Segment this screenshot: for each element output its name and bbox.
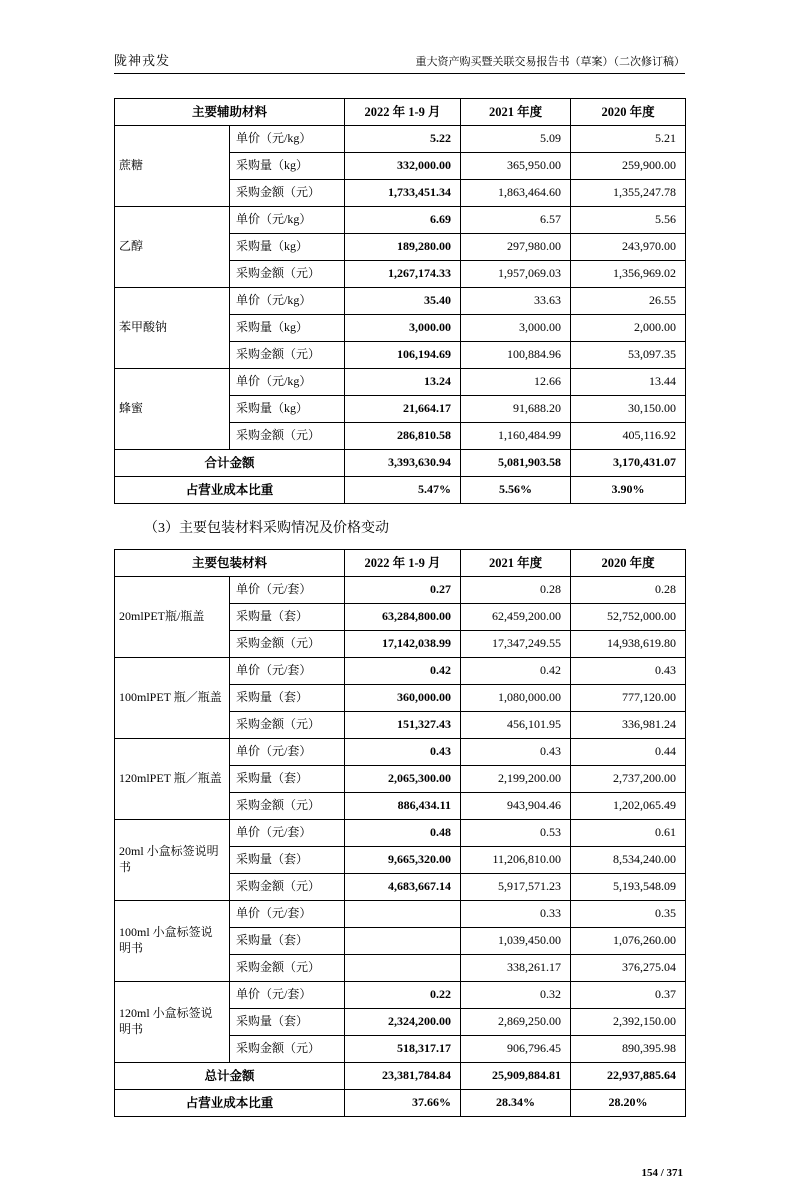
metric-label: 单价（元/套） xyxy=(230,577,345,604)
value-2020: 0.61 xyxy=(571,820,686,847)
value-2020: 1,076,260.00 xyxy=(571,928,686,955)
value-2021: 456,101.95 xyxy=(461,712,571,739)
column-header-2021: 2021 年度 xyxy=(461,550,571,577)
value-2022: 21,664.17 xyxy=(345,396,461,423)
metric-label: 采购金额（元） xyxy=(230,955,345,982)
value-2022: 360,000.00 xyxy=(345,685,461,712)
metric-label: 采购量（套） xyxy=(230,928,345,955)
material-name: 120mlPET 瓶／瓶盖 xyxy=(115,739,230,820)
metric-label: 单价（元/套） xyxy=(230,982,345,1009)
table-header-row xyxy=(115,99,686,126)
value-2022 xyxy=(345,955,461,982)
table-row xyxy=(115,739,686,766)
value-2021: 0.33 xyxy=(461,901,571,928)
metric-label: 采购金额（元） xyxy=(230,423,345,450)
metric-label: 采购量（套） xyxy=(230,685,345,712)
value-2020: 0.37 xyxy=(571,982,686,1009)
column-header-2021: 2021 年度 xyxy=(461,99,571,126)
value-2022 xyxy=(345,901,461,928)
table-row xyxy=(115,288,686,315)
value-2021: 6.57 xyxy=(461,207,571,234)
material-name: 100mlPET 瓶／瓶盖 xyxy=(115,658,230,739)
value-2022: 13.24 xyxy=(345,369,461,396)
value-2020: 14,938,619.80 xyxy=(571,631,686,658)
value-2020: 5.21 xyxy=(571,126,686,153)
value-2021: 5.09 xyxy=(461,126,571,153)
metric-label: 采购量（套） xyxy=(230,604,345,631)
value-2022 xyxy=(345,928,461,955)
value-2022: 3,000.00 xyxy=(345,315,461,342)
table-row xyxy=(115,207,686,234)
value-2020: 777,120.00 xyxy=(571,685,686,712)
value-2022: 518,317.17 xyxy=(345,1036,461,1063)
value-2021: 1,160,484.99 xyxy=(461,423,571,450)
value-2020: 336,981.24 xyxy=(571,712,686,739)
value-2022: 17,142,038.99 xyxy=(345,631,461,658)
company-short-name: 陇神戎发 xyxy=(114,53,171,68)
value-2020: 1,202,065.49 xyxy=(571,793,686,820)
packaging-materials-table xyxy=(114,549,686,1117)
total-label: 总计金额 xyxy=(115,1063,345,1090)
ratio-label: 占营业成本比重 xyxy=(115,477,345,504)
value-2021: 365,950.00 xyxy=(461,153,571,180)
column-header-materials: 主要辅助材料 xyxy=(115,99,345,126)
ratio-2020: 3.90% xyxy=(571,477,686,504)
value-2020: 376,275.04 xyxy=(571,955,686,982)
value-2022: 1,733,451.34 xyxy=(345,180,461,207)
value-2021: 0.53 xyxy=(461,820,571,847)
metric-label: 单价（元/kg） xyxy=(230,207,345,234)
metric-label: 采购金额（元） xyxy=(230,631,345,658)
table-row xyxy=(115,820,686,847)
value-2020: 1,355,247.78 xyxy=(571,180,686,207)
value-2020: 890,395.98 xyxy=(571,1036,686,1063)
value-2021: 3,000.00 xyxy=(461,315,571,342)
column-header-2020: 2020 年度 xyxy=(571,99,686,126)
value-2021: 297,980.00 xyxy=(461,234,571,261)
column-header-2020: 2020 年度 xyxy=(571,550,686,577)
total-label: 合计金额 xyxy=(115,450,345,477)
material-name: 100ml 小盒标签说明书 xyxy=(115,901,230,982)
value-2022: 0.27 xyxy=(345,577,461,604)
value-2022: 0.42 xyxy=(345,658,461,685)
material-name: 20ml 小盒标签说明书 xyxy=(115,820,230,901)
value-2020: 5,193,548.09 xyxy=(571,874,686,901)
metric-label: 采购金额（元） xyxy=(230,261,345,288)
value-2021: 0.32 xyxy=(461,982,571,1009)
value-2020: 26.55 xyxy=(571,288,686,315)
value-2022: 1,267,174.33 xyxy=(345,261,461,288)
value-2021: 1,863,464.60 xyxy=(461,180,571,207)
value-2021: 33.63 xyxy=(461,288,571,315)
value-2021: 91,688.20 xyxy=(461,396,571,423)
value-2020: 5.56 xyxy=(571,207,686,234)
value-2021: 0.43 xyxy=(461,739,571,766)
section-heading: （3）主要包装材料采购情况及价格变动 xyxy=(144,521,389,536)
value-2021: 906,796.45 xyxy=(461,1036,571,1063)
value-2022: 4,683,667.14 xyxy=(345,874,461,901)
table-row xyxy=(115,126,686,153)
metric-label: 单价（元/套） xyxy=(230,658,345,685)
value-2022: 886,434.11 xyxy=(345,793,461,820)
value-2021: 2,869,250.00 xyxy=(461,1009,571,1036)
value-2022: 106,194.69 xyxy=(345,342,461,369)
metric-label: 采购量（套） xyxy=(230,1009,345,1036)
value-2022: 9,665,320.00 xyxy=(345,847,461,874)
table-row xyxy=(115,982,686,1009)
metric-label: 单价（元/套） xyxy=(230,739,345,766)
value-2022: 151,327.43 xyxy=(345,712,461,739)
value-2022: 286,810.58 xyxy=(345,423,461,450)
value-2020: 243,970.00 xyxy=(571,234,686,261)
table-row xyxy=(115,658,686,685)
value-2022: 0.48 xyxy=(345,820,461,847)
total-2022: 23,381,784.84 xyxy=(345,1063,461,1090)
value-2020: 53,097.35 xyxy=(571,342,686,369)
metric-label: 采购量（kg） xyxy=(230,153,345,180)
value-2020: 259,900.00 xyxy=(571,153,686,180)
value-2020: 30,150.00 xyxy=(571,396,686,423)
total-row xyxy=(115,1063,686,1090)
value-2020: 2,392,150.00 xyxy=(571,1009,686,1036)
ratio-2022: 37.66% xyxy=(345,1090,461,1117)
material-name: 蔗糖 xyxy=(115,126,230,207)
value-2021: 338,261.17 xyxy=(461,955,571,982)
page-header xyxy=(114,0,685,74)
metric-label: 采购金额（元） xyxy=(230,342,345,369)
table-header-row xyxy=(115,550,686,577)
value-2021: 12.66 xyxy=(461,369,571,396)
value-2020: 13.44 xyxy=(571,369,686,396)
material-name: 乙醇 xyxy=(115,207,230,288)
metric-label: 采购量（套） xyxy=(230,766,345,793)
metric-label: 采购金额（元） xyxy=(230,1036,345,1063)
value-2021: 943,904.46 xyxy=(461,793,571,820)
metric-label: 采购量（kg） xyxy=(230,396,345,423)
total-2020: 22,937,885.64 xyxy=(571,1063,686,1090)
metric-label: 采购金额（元） xyxy=(230,712,345,739)
metric-label: 采购量（套） xyxy=(230,847,345,874)
value-2021: 100,884.96 xyxy=(461,342,571,369)
metric-label: 采购金额（元） xyxy=(230,180,345,207)
value-2020: 0.43 xyxy=(571,658,686,685)
metric-label: 采购金额（元） xyxy=(230,874,345,901)
value-2022: 63,284,800.00 xyxy=(345,604,461,631)
ratio-2021: 5.56% xyxy=(461,477,571,504)
metric-label: 单价（元/kg） xyxy=(230,369,345,396)
metric-label: 单价（元/套） xyxy=(230,901,345,928)
material-name: 120ml 小盒标签说明书 xyxy=(115,982,230,1063)
ratio-row xyxy=(115,1090,686,1117)
material-name: 苯甲酸钠 xyxy=(115,288,230,369)
value-2021: 2,199,200.00 xyxy=(461,766,571,793)
ratio-2020: 28.20% xyxy=(571,1090,686,1117)
metric-label: 单价（元/套） xyxy=(230,820,345,847)
total-row xyxy=(115,450,686,477)
value-2020: 405,116.92 xyxy=(571,423,686,450)
total-2022: 3,393,630.94 xyxy=(345,450,461,477)
metric-label: 采购量（kg） xyxy=(230,315,345,342)
value-2022: 35.40 xyxy=(345,288,461,315)
total-2021: 5,081,903.58 xyxy=(461,450,571,477)
value-2020: 52,752,000.00 xyxy=(571,604,686,631)
report-title: 重大资产购买暨关联交易报告书（草案）（二次修订稿） xyxy=(415,56,685,68)
value-2020: 8,534,240.00 xyxy=(571,847,686,874)
value-2021: 5,917,571.23 xyxy=(461,874,571,901)
page-content xyxy=(114,0,685,1179)
column-header-materials: 主要包装材料 xyxy=(115,550,345,577)
value-2022: 0.43 xyxy=(345,739,461,766)
table-row xyxy=(115,901,686,928)
material-name: 20mlPET瓶/瓶盖 xyxy=(115,577,230,658)
column-header-2022: 2022 年 1-9 月 xyxy=(345,550,461,577)
value-2021: 1,957,069.03 xyxy=(461,261,571,288)
value-2021: 1,080,000.00 xyxy=(461,685,571,712)
ratio-2021: 28.34% xyxy=(461,1090,571,1117)
column-header-2022: 2022 年 1-9 月 xyxy=(345,99,461,126)
value-2022: 332,000.00 xyxy=(345,153,461,180)
value-2021: 17,347,249.55 xyxy=(461,631,571,658)
ratio-label: 占营业成本比重 xyxy=(115,1090,345,1117)
value-2021: 62,459,200.00 xyxy=(461,604,571,631)
metric-label: 采购量（kg） xyxy=(230,234,345,261)
total-2020: 3,170,431.07 xyxy=(571,450,686,477)
value-2020: 0.28 xyxy=(571,577,686,604)
auxiliary-materials-table xyxy=(114,98,686,504)
value-2021: 0.42 xyxy=(461,658,571,685)
value-2022: 6.69 xyxy=(345,207,461,234)
value-2021: 0.28 xyxy=(461,577,571,604)
ratio-row xyxy=(115,477,686,504)
value-2020: 2,737,200.00 xyxy=(571,766,686,793)
value-2020: 0.44 xyxy=(571,739,686,766)
value-2021: 1,039,450.00 xyxy=(461,928,571,955)
value-2022: 189,280.00 xyxy=(345,234,461,261)
value-2021: 11,206,810.00 xyxy=(461,847,571,874)
table-row xyxy=(115,369,686,396)
value-2020: 0.35 xyxy=(571,901,686,928)
table-row xyxy=(115,577,686,604)
metric-label: 采购金额（元） xyxy=(230,793,345,820)
total-2021: 25,909,884.81 xyxy=(461,1063,571,1090)
metric-label: 单价（元/kg） xyxy=(230,126,345,153)
value-2020: 1,356,969.02 xyxy=(571,261,686,288)
ratio-2022: 5.47% xyxy=(345,477,461,504)
material-name: 蜂蜜 xyxy=(115,369,230,450)
value-2022: 2,324,200.00 xyxy=(345,1009,461,1036)
metric-label: 单价（元/kg） xyxy=(230,288,345,315)
value-2020: 2,000.00 xyxy=(571,315,686,342)
value-2022: 0.22 xyxy=(345,982,461,1009)
value-2022: 2,065,300.00 xyxy=(345,766,461,793)
page-number: 154 / 371 xyxy=(641,1167,683,1179)
value-2022: 5.22 xyxy=(345,126,461,153)
